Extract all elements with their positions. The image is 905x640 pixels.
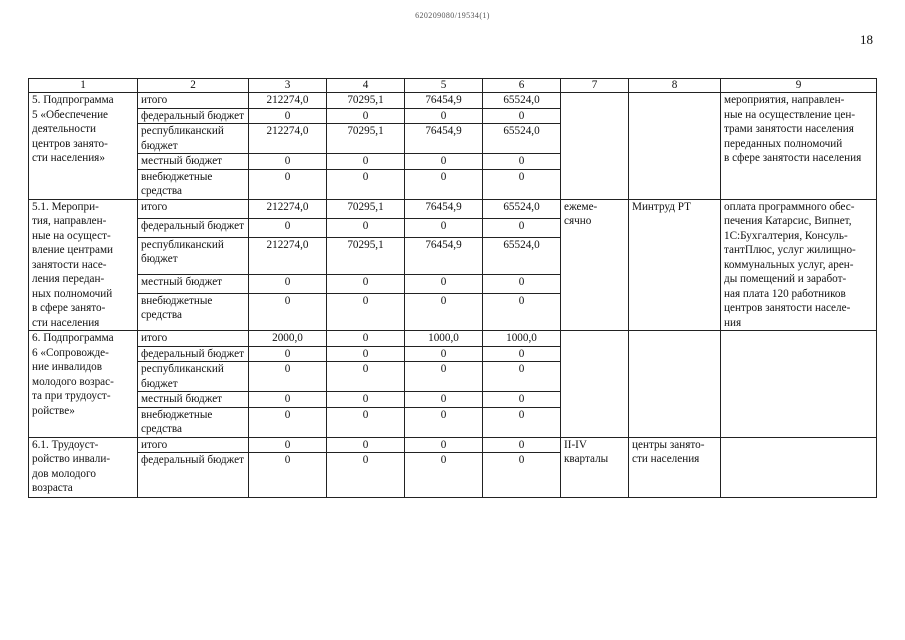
value-cell: 76454,9 [405,199,483,218]
name-line: тия, направлен- [32,215,107,227]
value-cell: 2000,0 [249,331,327,347]
note-line: тантПлюс, услуг жилищно- [724,244,856,256]
value-cell: 0 [249,453,327,498]
program-name-cell [29,93,138,200]
note-cell [721,93,877,200]
note-line: ные на осуществление цен- [724,108,856,121]
value-cell: 0 [483,108,561,124]
period-line: ежеме- [564,200,598,213]
value-cell: 0 [249,218,327,237]
name-line: дов молодого [32,467,96,480]
value-cell: 0 [483,453,561,498]
table-row [29,93,877,109]
value-cell: 0 [483,392,561,408]
column-number-row [29,79,877,93]
value-cell: 212274,0 [249,124,327,154]
funding-source: итого [138,93,249,109]
note-line: ная плата 120 работников [724,287,846,300]
table-row [29,199,877,218]
funding-source: местный бюджет [138,154,249,170]
value-cell: 0 [327,108,405,124]
funding-source: федеральный бюджет [138,453,249,498]
name-line: занятости насе- [32,258,107,271]
col-header-1: 1 [29,79,138,93]
program-name-cell [29,199,138,331]
name-line: ных полномочий [32,287,113,300]
funding-source: республиканский бюджет [138,362,249,392]
value-cell: 0 [327,331,405,347]
value-cell: 0 [405,346,483,362]
value-cell: 212274,0 [249,93,327,109]
period-cell [561,331,629,438]
col-header-3: 3 [249,79,327,93]
value-cell: 0 [483,346,561,362]
value-cell: 212274,0 [249,237,327,274]
funding-source: республиканский бюджет [138,237,249,274]
value-cell: 0 [405,169,483,199]
note-line: печения Катарсис, Випнет, [724,215,852,227]
executor-line: центры занято- [632,438,705,451]
value-cell: 0 [327,392,405,408]
value-cell: 0 [405,108,483,124]
note-line: в сфере занятости населения [724,152,862,164]
value-cell: 65524,0 [483,124,561,154]
name-line: ления передан- [32,273,105,285]
value-cell: 0 [327,453,405,498]
name-line: в сфере занято- [32,302,106,314]
value-cell: 0 [249,293,327,330]
col-header-7: 7 [561,79,629,93]
funding-source: местный бюджет [138,274,249,293]
period-line: кварталы [564,453,609,465]
note-cell [721,199,877,331]
note-line: мероприятия, направлен- [724,94,845,106]
period-line: сячно [564,215,592,227]
name-line: молодого возрас- [32,375,114,388]
period-line: II-IV [564,438,587,451]
funding-source: федеральный бюджет [138,218,249,237]
name-line: вление центрами [32,244,114,256]
value-cell: 0 [483,274,561,293]
value-cell: 0 [249,274,327,293]
value-cell: 65524,0 [483,93,561,109]
value-cell: 0 [405,274,483,293]
value-cell: 0 [405,218,483,237]
funding-source: местный бюджет [138,392,249,408]
value-cell: 0 [405,362,483,392]
value-cell: 0 [249,154,327,170]
note-line: ния [724,316,742,329]
value-cell: 76454,9 [405,124,483,154]
value-cell: 0 [327,437,405,453]
note-line: переданных полномочий [724,137,843,150]
value-cell: 1000,0 [483,331,561,347]
value-cell: 0 [483,154,561,170]
funding-source: итого [138,199,249,218]
program-name-cell [29,437,138,498]
value-cell: 0 [405,154,483,170]
value-cell: 0 [405,392,483,408]
value-cell: 0 [483,407,561,437]
name-line: ройстве» [32,404,75,417]
value-cell: 0 [249,437,327,453]
executor-cell [629,331,721,438]
name-line: ройство инвали- [32,453,111,465]
value-cell: 70295,1 [327,124,405,154]
funding-source: итого [138,437,249,453]
executor-cell [629,437,721,498]
name-line: центров занято- [32,137,108,150]
value-cell: 0 [483,362,561,392]
name-line: ные на осущест- [32,229,111,242]
value-cell: 65524,0 [483,237,561,274]
name-line: деятельности [32,123,97,135]
value-cell: 70295,1 [327,199,405,218]
value-cell: 0 [249,362,327,392]
col-header-8: 8 [629,79,721,93]
funding-source: федеральный бюджет [138,346,249,362]
funding-source: внебюджетные средства [138,169,249,199]
value-cell: 0 [249,108,327,124]
funding-source: федеральный бюджет [138,108,249,124]
name-line: сти населения» [32,152,105,164]
name-line: 6 «Сопровожде- [32,346,109,359]
name-line: 6.1. Трудоуст- [32,438,99,451]
executor-cell [629,199,721,331]
value-cell: 0 [483,437,561,453]
value-cell: 0 [483,169,561,199]
value-cell: 212274,0 [249,199,327,218]
name-line: возраста [32,482,73,494]
note-line: центров занятости населе- [724,302,851,314]
col-header-9: 9 [721,79,877,93]
value-cell: 70295,1 [327,237,405,274]
value-cell: 0 [249,169,327,199]
col-header-5: 5 [405,79,483,93]
note-cell [721,437,877,498]
value-cell: 0 [327,274,405,293]
value-cell: 0 [405,293,483,330]
page-number: 18 [860,32,873,47]
name-line: та при трудоуст- [32,390,111,402]
name-line: сти населения [32,316,100,329]
document-id: 620209080/19534(1) [415,11,490,20]
value-cell: 0 [405,437,483,453]
value-cell: 0 [249,346,327,362]
name-line: 6. Подпрограмма [32,332,114,344]
value-cell: 0 [327,154,405,170]
note-line: трами занятости населения [724,123,854,135]
name-line: 5 «Обеспечение [32,108,109,121]
value-cell: 0 [327,169,405,199]
funding-source: итого [138,331,249,347]
period-cell [561,437,629,498]
name-line: 5. Подпрограмма [32,94,114,106]
value-cell: 76454,9 [405,93,483,109]
value-cell: 1000,0 [405,331,483,347]
value-cell: 0 [405,453,483,498]
name-line: ние инвалидов [32,361,103,373]
table-row [29,437,877,453]
note-line: ды помещений и заработ- [724,273,847,285]
executor-cell [629,93,721,200]
value-cell: 0 [327,218,405,237]
note-cell [721,331,877,438]
funding-source: республиканский бюджет [138,124,249,154]
value-cell: 0 [405,407,483,437]
value-cell: 0 [327,346,405,362]
value-cell: 0 [249,392,327,408]
program-name-cell [29,331,138,438]
value-cell: 0 [327,407,405,437]
funding-source: внебюджетные средства [138,293,249,330]
value-cell: 0 [483,293,561,330]
value-cell: 65524,0 [483,199,561,218]
col-header-6: 6 [483,79,561,93]
funding-source: внебюджетные средства [138,407,249,437]
value-cell: 0 [483,218,561,237]
note-line: оплата программного обес- [724,200,855,213]
value-cell: 70295,1 [327,93,405,109]
period-cell [561,199,629,331]
value-cell: 76454,9 [405,237,483,274]
executor-line: сти населения [632,453,700,465]
executor-text: Минтруд РТ [632,200,691,213]
note-line: 1С:Бухгалтерия, Консуль- [724,229,848,242]
note-line: коммунальных услуг, арен- [724,258,854,271]
period-cell [561,93,629,200]
table-row [29,331,877,347]
name-line: 5.1. Меропри- [32,200,99,213]
value-cell: 0 [327,362,405,392]
col-header-2: 2 [138,79,249,93]
value-cell: 0 [249,407,327,437]
col-header-4: 4 [327,79,405,93]
budget-table [28,78,877,498]
value-cell: 0 [327,293,405,330]
